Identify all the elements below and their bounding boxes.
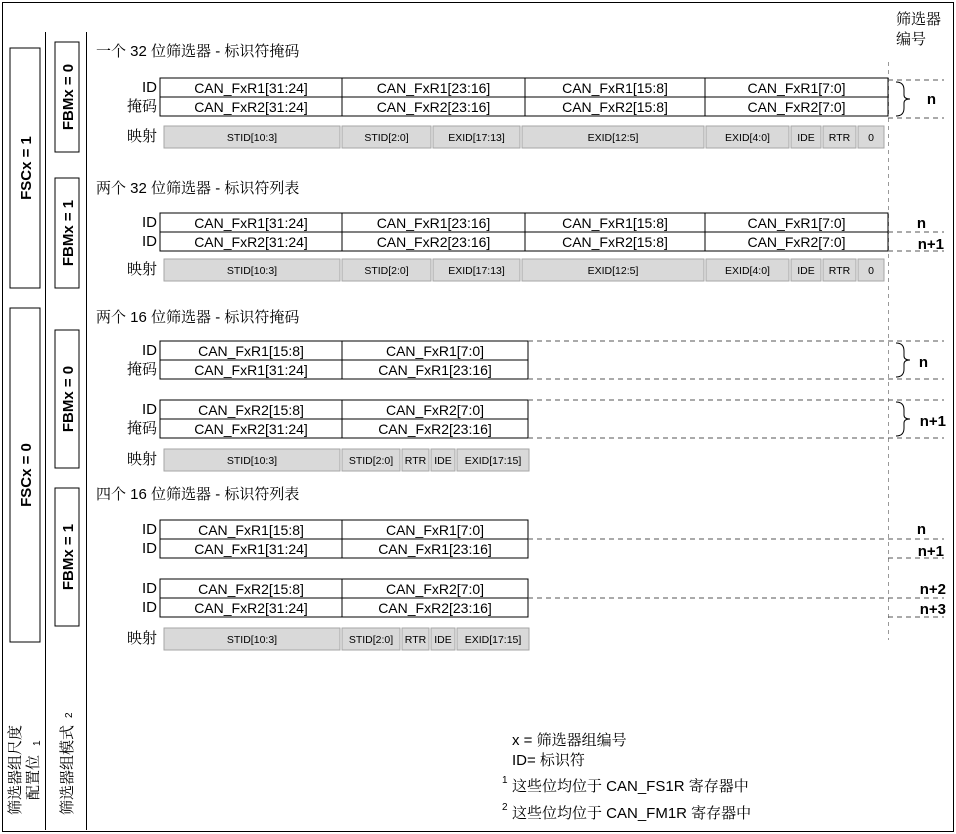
legend-line1: x = 筛选器组编号 xyxy=(512,732,627,749)
register-row-label: ID xyxy=(142,580,157,597)
register-row-cell-text: CAN_FxR2[15:8] xyxy=(562,99,668,115)
map-row-field-text: STID[10:3] xyxy=(226,265,278,277)
register-row-label: ID xyxy=(142,401,157,418)
register-row-label: ID xyxy=(142,233,157,250)
map-row-field-text: EXID[17:13] xyxy=(448,132,505,144)
map-row-field-text: EXID[12:5] xyxy=(587,265,639,277)
legend-note1: 这些位均位于 CAN_FS1R 寄存器中 xyxy=(512,778,749,795)
register-row-cell-text: CAN_FxR2[23:16] xyxy=(378,421,492,437)
register-row-cell-text: CAN_FxR1[7:0] xyxy=(747,215,846,231)
map-row-label: 映射 xyxy=(126,261,157,278)
register-row-cell-text: CAN_FxR1[31:24] xyxy=(194,80,308,96)
register-row-cell-text: CAN_FxR2[31:24] xyxy=(194,421,308,437)
register-tables xyxy=(96,43,946,650)
map-row-field-text: STID[2:0] xyxy=(364,265,409,277)
register-row-cell-text: CAN_FxR2[15:8] xyxy=(562,234,668,250)
map-row-field-text: IDE xyxy=(434,634,452,646)
map-row-field-text: RTR xyxy=(404,455,427,467)
register-row-cell-text: CAN_FxR2[31:24] xyxy=(194,234,308,250)
register-row-cell-text: CAN_FxR1[15:8] xyxy=(562,80,668,96)
section-title: 两个 32 位筛选器 - 标识符列表 xyxy=(96,180,300,197)
map-row-label: 映射 xyxy=(126,451,157,468)
filter-number: n+2 xyxy=(919,581,946,598)
register-row-cell-text: CAN_FxR2[15:8] xyxy=(198,581,304,597)
register-row-cell-text: CAN_FxR2[7:0] xyxy=(385,581,485,597)
register-row-label: 掩码 xyxy=(126,98,157,115)
map-row-field-text: STID[10:3] xyxy=(226,455,278,467)
bottom-mode-sup: 2 xyxy=(64,712,75,718)
filter-number: n+3 xyxy=(919,601,946,618)
fbmx-label-d: FBMx = 1 xyxy=(60,523,77,591)
register-row-label: ID xyxy=(142,79,157,96)
map-row-field-text: STID[10:3] xyxy=(226,132,278,144)
register-row-cell-text: CAN_FxR2[23:16] xyxy=(378,600,492,616)
register-row-label: ID xyxy=(142,599,157,616)
map-row-field-text: EXID[4:0] xyxy=(725,265,770,277)
register-row-cell-text: CAN_FxR1[15:8] xyxy=(198,522,304,538)
map-row-field-text: RTR xyxy=(828,265,851,277)
register-row-cell-text: CAN_FxR1[23:16] xyxy=(378,541,492,557)
filter-number: n xyxy=(918,354,928,371)
filter-number: n+1 xyxy=(919,413,946,430)
filter-number-header-line1: 筛选器 xyxy=(896,11,942,28)
map-row-field-text: STID[2:0] xyxy=(348,455,394,467)
register-row-label: ID xyxy=(142,214,157,231)
filter-number: n xyxy=(926,91,936,108)
map-row-field-text: EXID[4:0] xyxy=(725,132,770,144)
fbmx-label-a: FBMx = 0 xyxy=(60,63,77,131)
map-row-field-text: IDE xyxy=(797,132,815,144)
register-row-cell-text: CAN_FxR1[23:16] xyxy=(378,362,492,378)
fscx0-label: FSCx = 0 xyxy=(18,443,35,507)
map-row-field-text: EXID[17:13] xyxy=(448,265,505,277)
register-row-label: ID xyxy=(142,521,157,538)
register-row-cell-text: CAN_FxR1[31:24] xyxy=(194,541,308,557)
register-row-cell-text: CAN_FxR2[31:24] xyxy=(194,600,308,616)
map-row-field-text: EXID[17:15] xyxy=(464,455,522,467)
register-row-cell-text: CAN_FxR1[7:0] xyxy=(385,522,485,538)
map-row-field-text: STID[2:0] xyxy=(348,634,394,646)
fscx1-label: FSCx = 1 xyxy=(18,136,35,200)
map-row-label: 映射 xyxy=(126,128,157,145)
map-row-field-text: IDE xyxy=(797,265,815,277)
map-row-field-text: IDE xyxy=(434,455,452,467)
legend-note1-sup: 1 xyxy=(502,775,508,786)
register-row-cell-text: CAN_FxR2[15:8] xyxy=(198,402,304,418)
filter-brace xyxy=(896,82,910,116)
map-row-field-text: RTR xyxy=(404,634,427,646)
fbmx-label-c: FBMx = 0 xyxy=(60,365,77,433)
section-title: 两个 16 位筛选器 - 标识符掩码 xyxy=(96,309,300,326)
fbmx-label-b: FBMx = 1 xyxy=(60,199,77,267)
register-row-cell-text: CAN_FxR2[7:0] xyxy=(747,99,846,115)
legend-line2: ID= 标识符 xyxy=(512,752,585,769)
register-row-cell-text: CAN_FxR1[31:24] xyxy=(194,215,308,231)
register-row-cell-text: CAN_FxR1[15:8] xyxy=(562,215,668,231)
filter-number: n+1 xyxy=(917,543,944,560)
map-row-field-text: 0 xyxy=(868,132,874,144)
map-row-field-text: 0 xyxy=(868,265,874,277)
register-row-label: ID xyxy=(142,540,157,557)
section-title: 一个 32 位筛选器 - 标识符掩码 xyxy=(96,43,300,60)
legend-note2-sup: 2 xyxy=(502,802,508,813)
filter-number: n xyxy=(916,215,926,232)
register-row-cell-text: CAN_FxR1[15:8] xyxy=(198,343,304,359)
map-row-field-text: EXID[12:5] xyxy=(587,132,639,144)
filter-brace xyxy=(896,343,910,377)
register-row-label: ID xyxy=(142,342,157,359)
register-row-cell-text: CAN_FxR2[31:24] xyxy=(194,99,308,115)
bottom-mode-label: 筛选器组模式 xyxy=(59,724,76,815)
register-row-cell-text: CAN_FxR1[23:16] xyxy=(376,215,491,231)
register-row-cell-text: CAN_FxR2[7:0] xyxy=(747,234,846,250)
register-row-cell-text: CAN_FxR2[23:16] xyxy=(376,99,491,115)
register-row-cell-text: CAN_FxR2[7:0] xyxy=(385,402,485,418)
register-row-cell-text: CAN_FxR1[23:16] xyxy=(376,80,491,96)
bottom-scale-label-line2: 配置位 xyxy=(25,754,42,800)
map-row-field-text: STID[10:3] xyxy=(226,634,278,646)
map-row-field-text: RTR xyxy=(828,132,851,144)
register-row-label: 掩码 xyxy=(126,420,157,437)
map-row-field-text: STID[2:0] xyxy=(364,132,409,144)
section-title: 四个 16 位筛选器 - 标识符列表 xyxy=(96,486,300,503)
bottom-scale-sup: 1 xyxy=(32,740,43,746)
bottom-scale-label-line1: 筛选器组尺度 xyxy=(7,724,24,815)
filter-number: n xyxy=(916,521,926,538)
filter-number-header-line2: 编号 xyxy=(896,31,927,48)
register-row-cell-text: CAN_FxR1[7:0] xyxy=(747,80,846,96)
filter-number: n+1 xyxy=(917,236,944,253)
register-row-cell-text: CAN_FxR1[7:0] xyxy=(385,343,485,359)
filter-brace xyxy=(896,402,910,436)
map-row-field-text: EXID[17:15] xyxy=(464,634,522,646)
legend-note2: 这些位均位于 CAN_FM1R 寄存器中 xyxy=(512,805,752,822)
register-row-cell-text: CAN_FxR2[23:16] xyxy=(376,234,491,250)
register-row-cell-text: CAN_FxR1[31:24] xyxy=(194,362,308,378)
register-row-label: 掩码 xyxy=(126,361,157,378)
map-row-label: 映射 xyxy=(126,630,157,647)
